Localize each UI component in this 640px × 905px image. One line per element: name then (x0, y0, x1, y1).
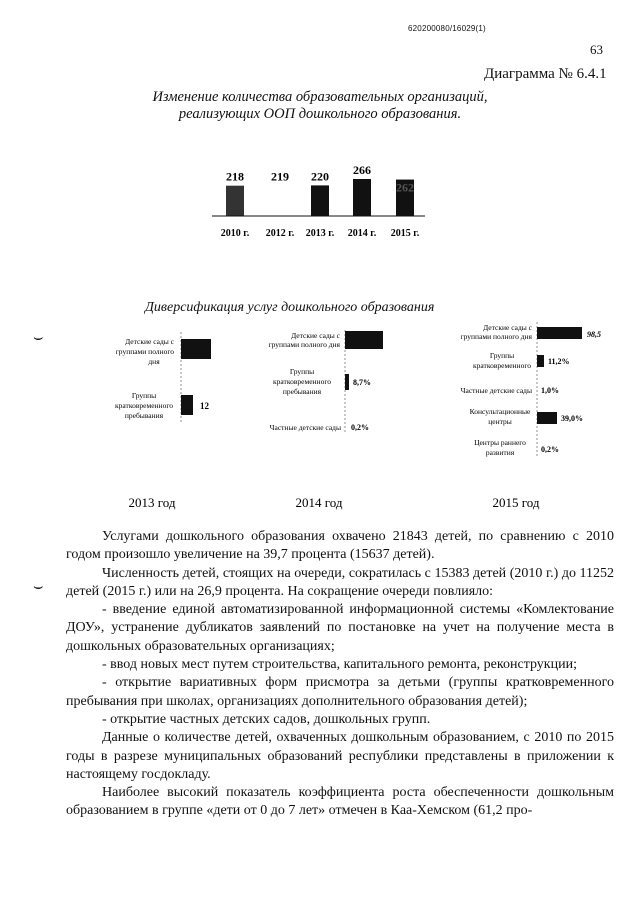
bullet-1: - введение единой автоматизированной информационной системы «Комлектование ДОУ», устранение дубликатов заявлений по постановке на учет на получение места в дошкольных образовательных организациях; (66, 602, 614, 654)
panel-2015 (461, 322, 601, 458)
cat-2013-1-l3: дня (148, 357, 160, 366)
chart1-category-5: 2015 г. (390, 228, 420, 239)
val-2015-3: 1,0% (541, 386, 559, 395)
val-2015-4: 39,0% (561, 414, 583, 423)
bullet-3: - открытие вариативных форм присмотра за детьми (группы кратковременного пребывания при школах, организациях дополнительного образования детей); (66, 675, 614, 709)
cat-2015-2-l2: кратковременного (473, 361, 531, 370)
paragraph-2: Численность детей, стоящих на очереди, сократилась с 15383 детей (2010 г.) до 11252 детей (2015 г.) или на 26,9 процента. На сокращение очереди повлияло: (66, 565, 614, 599)
body-text (66, 528, 614, 821)
chart1-value-5: 262 (396, 180, 414, 195)
panel-2013 (115, 332, 211, 422)
cat-2015-4-l2: центры (488, 417, 512, 426)
diagram-label: Диаграмма № 6.4.1 (484, 66, 607, 82)
document-code: 620200080/16029(1) (408, 24, 486, 33)
val-2015-2: 11,2% (548, 357, 570, 366)
cat-2014-2-l3: пребывания (282, 387, 322, 396)
val-2015-5: 0,2% (541, 445, 559, 454)
year-2013: 2013 год (128, 495, 176, 510)
paragraph-1: Услугами дошкольного образования охвачено 21843 детей, по сравнению с 2010 годом произошло увеличение на 39,7 процента (15637 детей). (66, 529, 614, 563)
cat-2015-3: Частные детские сады (460, 386, 532, 395)
bar-2015-1 (537, 327, 582, 339)
year-2014: 2014 год (295, 495, 343, 510)
chart1-value-4: 266 (353, 163, 371, 177)
chart2-title: Диверсификация услуг дошкольного образования (145, 300, 435, 315)
paragraph-4: Наиболее высокий показатель коэффициента роста обеспеченности дошкольным образованием в группе «дети от 0 до 7 лет» отмечен в Каа-Хемском (61,2 про- (66, 785, 614, 819)
cat-2014-2-l2: кратковременного (273, 377, 331, 386)
year-2015: 2015 год (492, 495, 540, 510)
cat-2013-2-l3: пребывания (124, 411, 164, 420)
margin-mark-1: ⌣ (33, 327, 44, 346)
bar-2013-2 (181, 395, 193, 415)
margin-mark-2: ⌣ (33, 576, 44, 595)
val-2014-3: 0,2% (351, 423, 369, 432)
cat-2014-1-l2: группами полного дня (268, 340, 340, 349)
cat-2015-4-l1: Консультационные (469, 407, 531, 416)
chart1-title-line1: Изменение количества образовательных организаций, (152, 89, 488, 105)
cat-2014-2-l1: Группы (289, 367, 315, 376)
val-2014-2: 8,7% (353, 378, 371, 387)
chart1-category-4: 2014 г. (347, 228, 377, 239)
chart1-title-line2: реализующих ООП дошкольного образования. (178, 106, 462, 122)
bar-2014-2 (345, 374, 349, 390)
cat-2013-1-l1: Детские сады с (125, 337, 174, 346)
cat-2015-1-l1: Детские сады с (483, 323, 532, 332)
cat-2015-1-l2: группами полного дня (460, 332, 532, 341)
bar-2015-4 (537, 412, 557, 424)
cat-2015-5-l2: развития (485, 448, 515, 457)
bullet-4: - открытие частных детских садов, дошкольных групп. (102, 711, 431, 727)
bar-2015-2 (537, 355, 544, 367)
chart1-category-3: 2013 г. (305, 228, 335, 239)
chart1-category-2: 2012 г. (265, 228, 295, 239)
cat-2013-2-l1: Группы (131, 391, 157, 400)
cat-2013-1-l2: группами полного (115, 347, 174, 356)
val-2015-1: 98,5 (587, 330, 601, 339)
chart1-value-3: 220 (311, 169, 329, 184)
page-number: 63 (590, 42, 603, 57)
val-2013-2: 12 (200, 401, 209, 411)
paragraph-3: Данные о количестве детей, охваченных дошкольным образованием, с 2010 по 2015 годы в разрезе муниципальных образований республики представлены в приложении к настоящему госдокладу. (66, 730, 614, 782)
panel-2014 (269, 330, 383, 432)
bullet-2: - ввод новых мест путем строительства, капитального ремонта, реконструкции; (102, 657, 577, 673)
chart1-value-1: 218 (226, 169, 244, 184)
chart1-category-1: 2010 г. (220, 228, 250, 239)
bar-2014-1 (345, 331, 383, 349)
cat-2013-2-l2: кратковременного (115, 401, 173, 410)
bar-2013-1 (181, 339, 211, 359)
cat-2015-2-l1: Группы (489, 351, 515, 360)
cat-2014-3: Частные детские сады (269, 423, 341, 432)
cat-2015-5-l1: Центры раннего (474, 438, 526, 447)
cat-2014-1-l1: Детские сады с (291, 331, 340, 340)
chart1-value-2: 219 (271, 169, 289, 184)
